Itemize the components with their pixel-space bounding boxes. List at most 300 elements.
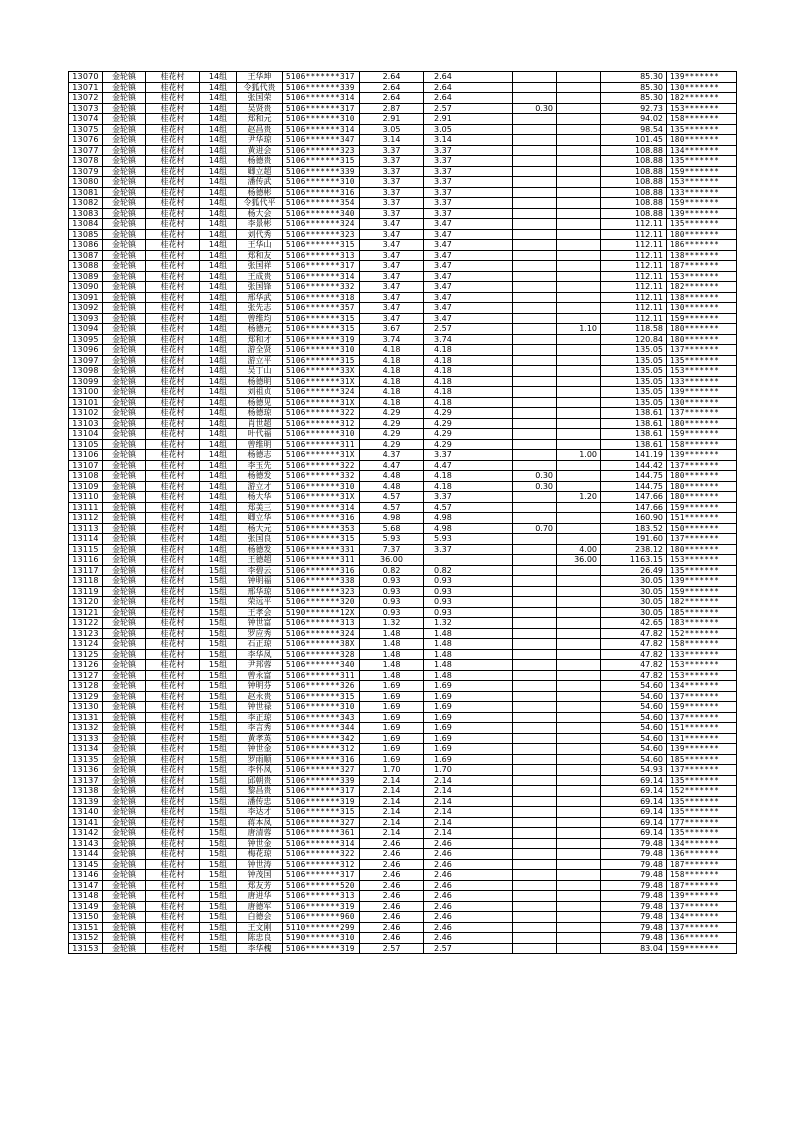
name-cell: 曾维均	[237, 313, 283, 324]
row-number-cell: 13108	[69, 471, 103, 482]
area-total-cell: 1.69	[360, 733, 424, 744]
area-b-cell	[513, 124, 557, 135]
name-cell: 郑和友	[237, 250, 283, 261]
area-a-cell: 0.93	[424, 576, 513, 587]
row-number-cell: 13117	[69, 565, 103, 576]
table-row	[69, 324, 737, 335]
name-cell: 邢华武	[237, 292, 283, 303]
town-cell: 金轮镇	[103, 933, 146, 944]
area-b-cell	[513, 261, 557, 272]
amount-cell: 98.54	[601, 124, 667, 135]
amount-cell: 85.30	[601, 82, 667, 93]
name-cell: 白德会	[237, 912, 283, 923]
row-number-cell: 13106	[69, 450, 103, 461]
area-c-cell	[557, 859, 601, 870]
area-a-cell: 2.57	[424, 324, 513, 335]
area-b-cell	[513, 355, 557, 366]
village-cell: 桂花村	[146, 103, 200, 114]
town-cell: 金轮镇	[103, 93, 146, 104]
row-number-cell: 13084	[69, 219, 103, 230]
area-c-cell	[557, 807, 601, 818]
area-total-cell: 4.98	[360, 513, 424, 524]
amount-cell: 144.42	[601, 460, 667, 471]
row-number-cell: 13094	[69, 324, 103, 335]
phone-cell: 153*******	[667, 670, 737, 681]
group-cell: 15组	[200, 744, 237, 755]
group-cell: 14组	[200, 93, 237, 104]
area-b-cell: 0.70	[513, 523, 557, 534]
phone-cell: 139*******	[667, 208, 737, 219]
area-total-cell: 3.47	[360, 292, 424, 303]
area-c-cell	[557, 282, 601, 293]
town-cell: 金轮镇	[103, 187, 146, 198]
table-row	[69, 565, 737, 576]
phone-cell: 159*******	[667, 943, 737, 954]
amount-cell: 69.14	[601, 807, 667, 818]
area-a-cell: 3.47	[424, 261, 513, 272]
area-c-cell	[557, 366, 601, 377]
phone-cell: 187*******	[667, 261, 737, 272]
phone-cell: 153*******	[667, 271, 737, 282]
name-cell: 杨德琼	[237, 408, 283, 419]
row-number-cell: 13149	[69, 901, 103, 912]
id-number-cell: 5106*******315	[283, 355, 360, 366]
area-b-cell	[513, 219, 557, 230]
group-cell: 14组	[200, 502, 237, 513]
area-b-cell	[513, 303, 557, 314]
group-cell: 15组	[200, 933, 237, 944]
area-a-cell: 4.29	[424, 429, 513, 440]
town-cell: 金轮镇	[103, 208, 146, 219]
town-cell: 金轮镇	[103, 859, 146, 870]
area-total-cell: 2.46	[360, 849, 424, 860]
area-b-cell	[513, 418, 557, 429]
area-b-cell	[513, 565, 557, 576]
village-cell: 桂花村	[146, 649, 200, 660]
group-cell: 14组	[200, 187, 237, 198]
area-b-cell	[513, 712, 557, 723]
village-cell: 桂花村	[146, 880, 200, 891]
area-total-cell: 1.69	[360, 691, 424, 702]
group-cell: 15组	[200, 796, 237, 807]
area-total-cell: 3.05	[360, 124, 424, 135]
area-b-cell	[513, 807, 557, 818]
town-cell: 金轮镇	[103, 555, 146, 566]
village-cell: 桂花村	[146, 660, 200, 671]
id-number-cell: 5106*******347	[283, 135, 360, 146]
phone-cell: 137*******	[667, 765, 737, 776]
phone-cell: 135*******	[667, 796, 737, 807]
area-a-cell: 2.46	[424, 849, 513, 860]
table-row	[69, 513, 737, 524]
area-c-cell	[557, 219, 601, 230]
town-cell: 金轮镇	[103, 733, 146, 744]
name-cell: 黄孝英	[237, 733, 283, 744]
amount-cell: 54.60	[601, 733, 667, 744]
table-row	[69, 796, 737, 807]
name-cell: 肖世超	[237, 418, 283, 429]
phone-cell: 139*******	[667, 576, 737, 587]
name-cell: 李华凤	[237, 649, 283, 660]
table-row	[69, 586, 737, 597]
village-cell: 桂花村	[146, 502, 200, 513]
area-a-cell: 3.47	[424, 313, 513, 324]
area-a-cell: 4.18	[424, 387, 513, 398]
group-cell: 14组	[200, 513, 237, 524]
amount-cell: 112.11	[601, 303, 667, 314]
area-c-cell	[557, 271, 601, 282]
row-number-cell: 13083	[69, 208, 103, 219]
name-cell: 杨大元	[237, 523, 283, 534]
town-cell: 金轮镇	[103, 82, 146, 93]
group-cell: 15组	[200, 838, 237, 849]
amount-cell: 112.11	[601, 271, 667, 282]
village-cell: 桂花村	[146, 93, 200, 104]
area-total-cell: 4.29	[360, 439, 424, 450]
amount-cell: 118.58	[601, 324, 667, 335]
amount-cell: 30.05	[601, 607, 667, 618]
phone-cell: 177*******	[667, 817, 737, 828]
village-cell: 桂花村	[146, 450, 200, 461]
table-row	[69, 681, 737, 692]
id-number-cell: 5106*******33X	[283, 366, 360, 377]
area-c-cell	[557, 849, 601, 860]
phone-cell: 158*******	[667, 114, 737, 125]
village-cell: 桂花村	[146, 397, 200, 408]
id-number-cell: 5106*******319	[283, 796, 360, 807]
row-number-cell: 13074	[69, 114, 103, 125]
phone-cell: 152*******	[667, 786, 737, 797]
area-b-cell	[513, 429, 557, 440]
table-row	[69, 702, 737, 713]
row-number-cell: 13110	[69, 492, 103, 503]
area-c-cell	[557, 754, 601, 765]
town-cell: 金轮镇	[103, 765, 146, 776]
table-row	[69, 145, 737, 156]
table-row	[69, 943, 737, 954]
phone-cell: 131*******	[667, 733, 737, 744]
group-cell: 15组	[200, 628, 237, 639]
village-cell: 桂花村	[146, 429, 200, 440]
town-cell: 金轮镇	[103, 376, 146, 387]
area-b-cell	[513, 817, 557, 828]
area-total-cell: 1.69	[360, 723, 424, 734]
group-cell: 14组	[200, 114, 237, 125]
area-c-cell	[557, 240, 601, 251]
id-number-cell: 5106*******315	[283, 807, 360, 818]
area-b-cell	[513, 702, 557, 713]
row-number-cell: 13146	[69, 870, 103, 881]
area-a-cell: 3.47	[424, 303, 513, 314]
area-a-cell: 3.47	[424, 282, 513, 293]
area-a-cell: 3.37	[424, 208, 513, 219]
subsidy-table	[68, 71, 737, 954]
name-cell: 王华坤	[237, 72, 283, 83]
row-number-cell: 13150	[69, 912, 103, 923]
table-row	[69, 765, 737, 776]
area-c-cell	[557, 712, 601, 723]
town-cell: 金轮镇	[103, 198, 146, 209]
area-c-cell	[557, 156, 601, 167]
area-c-cell	[557, 901, 601, 912]
table-row	[69, 754, 737, 765]
area-b-cell	[513, 733, 557, 744]
id-number-cell: 5106*******31X	[283, 450, 360, 461]
name-cell: 张国祥	[237, 261, 283, 272]
area-b-cell	[513, 145, 557, 156]
area-b-cell	[513, 922, 557, 933]
area-total-cell: 4.18	[360, 345, 424, 356]
table-row	[69, 912, 737, 923]
village-cell: 桂花村	[146, 796, 200, 807]
row-number-cell: 13130	[69, 702, 103, 713]
group-cell: 15组	[200, 754, 237, 765]
area-c-cell	[557, 702, 601, 713]
id-number-cell: 5106*******322	[283, 408, 360, 419]
id-number-cell: 5106*******317	[283, 72, 360, 83]
area-c-cell: 36.00	[557, 555, 601, 566]
id-number-cell: 5106*******343	[283, 712, 360, 723]
area-total-cell: 1.70	[360, 765, 424, 776]
town-cell: 金轮镇	[103, 513, 146, 524]
town-cell: 金轮镇	[103, 901, 146, 912]
phone-cell: 159*******	[667, 586, 737, 597]
phone-cell: 134*******	[667, 681, 737, 692]
area-c-cell	[557, 93, 601, 104]
area-a-cell: 1.48	[424, 649, 513, 660]
village-cell: 桂花村	[146, 702, 200, 713]
area-total-cell: 4.18	[360, 387, 424, 398]
area-total-cell: 3.47	[360, 303, 424, 314]
town-cell: 金轮镇	[103, 72, 146, 83]
table-row	[69, 712, 737, 723]
town-cell: 金轮镇	[103, 691, 146, 702]
group-cell: 15组	[200, 649, 237, 660]
phone-cell: 137*******	[667, 901, 737, 912]
area-total-cell: 2.64	[360, 82, 424, 93]
town-cell: 金轮镇	[103, 775, 146, 786]
group-cell: 15组	[200, 670, 237, 681]
area-total-cell: 2.46	[360, 912, 424, 923]
area-b-cell	[513, 744, 557, 755]
amount-cell: 108.88	[601, 177, 667, 188]
area-b-cell: 0.30	[513, 103, 557, 114]
phone-cell: 159*******	[667, 166, 737, 177]
area-total-cell: 0.93	[360, 607, 424, 618]
town-cell: 金轮镇	[103, 492, 146, 503]
id-number-cell: 5106*******318	[283, 292, 360, 303]
amount-cell: 108.88	[601, 166, 667, 177]
town-cell: 金轮镇	[103, 891, 146, 902]
table-row	[69, 439, 737, 450]
amount-cell: 54.60	[601, 754, 667, 765]
village-cell: 桂花村	[146, 460, 200, 471]
row-number-cell: 13144	[69, 849, 103, 860]
area-total-cell: 4.29	[360, 429, 424, 440]
table-row	[69, 828, 737, 839]
name-cell: 杨德贵	[237, 156, 283, 167]
area-total-cell: 3.37	[360, 145, 424, 156]
table-row	[69, 618, 737, 629]
name-cell: 杨大会	[237, 208, 283, 219]
amount-cell: 79.48	[601, 849, 667, 860]
area-c-cell	[557, 943, 601, 954]
village-cell: 桂花村	[146, 219, 200, 230]
area-total-cell: 4.18	[360, 366, 424, 377]
name-cell: 杨德发	[237, 544, 283, 555]
area-c-cell: 4.00	[557, 544, 601, 555]
town-cell: 金轮镇	[103, 628, 146, 639]
village-cell: 桂花村	[146, 775, 200, 786]
village-cell: 桂花村	[146, 691, 200, 702]
area-a-cell	[424, 555, 513, 566]
town-cell: 金轮镇	[103, 471, 146, 482]
amount-cell: 85.30	[601, 93, 667, 104]
table-row	[69, 303, 737, 314]
area-b-cell	[513, 786, 557, 797]
area-total-cell: 2.14	[360, 796, 424, 807]
name-cell: 唐德军	[237, 901, 283, 912]
area-total-cell: 1.32	[360, 618, 424, 629]
amount-cell: 160.90	[601, 513, 667, 524]
village-cell: 桂花村	[146, 439, 200, 450]
row-number-cell: 13079	[69, 166, 103, 177]
name-cell: 李碧云	[237, 565, 283, 576]
amount-cell: 108.88	[601, 208, 667, 219]
id-number-cell: 5106*******314	[283, 93, 360, 104]
area-a-cell: 4.57	[424, 502, 513, 513]
area-b-cell	[513, 943, 557, 954]
group-cell: 14组	[200, 198, 237, 209]
area-a-cell: 2.14	[424, 786, 513, 797]
amount-cell: 112.11	[601, 250, 667, 261]
village-cell: 桂花村	[146, 922, 200, 933]
area-a-cell: 1.69	[424, 723, 513, 734]
village-cell: 桂花村	[146, 565, 200, 576]
town-cell: 金轮镇	[103, 849, 146, 860]
area-b-cell	[513, 880, 557, 891]
area-c-cell	[557, 786, 601, 797]
area-c-cell	[557, 124, 601, 135]
table-row	[69, 103, 737, 114]
village-cell: 桂花村	[146, 345, 200, 356]
area-a-cell: 4.98	[424, 523, 513, 534]
area-b-cell	[513, 660, 557, 671]
village-cell: 桂花村	[146, 198, 200, 209]
town-cell: 金轮镇	[103, 387, 146, 398]
group-cell: 15组	[200, 870, 237, 881]
group-cell: 15组	[200, 943, 237, 954]
area-b-cell	[513, 838, 557, 849]
phone-cell: 133*******	[667, 187, 737, 198]
table-row	[69, 408, 737, 419]
phone-cell: 153*******	[667, 555, 737, 566]
amount-cell: 79.48	[601, 880, 667, 891]
amount-cell: 54.93	[601, 765, 667, 776]
area-b-cell	[513, 670, 557, 681]
phone-cell: 135*******	[667, 156, 737, 167]
town-cell: 金轮镇	[103, 544, 146, 555]
area-c-cell	[557, 250, 601, 261]
area-b-cell	[513, 534, 557, 545]
town-cell: 金轮镇	[103, 660, 146, 671]
table-row	[69, 166, 737, 177]
area-total-cell: 4.29	[360, 408, 424, 419]
area-c-cell	[557, 649, 601, 660]
id-number-cell: 5106*******327	[283, 765, 360, 776]
group-cell: 15组	[200, 639, 237, 650]
phone-cell: 137*******	[667, 922, 737, 933]
name-cell: 杨德志	[237, 450, 283, 461]
row-number-cell: 13088	[69, 261, 103, 272]
village-cell: 桂花村	[146, 166, 200, 177]
group-cell: 14组	[200, 166, 237, 177]
amount-cell: 94.02	[601, 114, 667, 125]
group-cell: 15组	[200, 597, 237, 608]
area-c-cell	[557, 82, 601, 93]
area-b-cell	[513, 72, 557, 83]
id-number-cell: 5106*******340	[283, 208, 360, 219]
town-cell: 金轮镇	[103, 313, 146, 324]
village-cell: 桂花村	[146, 271, 200, 282]
row-number-cell: 13086	[69, 240, 103, 251]
area-b-cell	[513, 376, 557, 387]
row-number-cell: 13073	[69, 103, 103, 114]
village-cell: 桂花村	[146, 229, 200, 240]
name-cell: 游全贤	[237, 345, 283, 356]
table-row	[69, 775, 737, 786]
id-number-cell: 5106*******319	[283, 901, 360, 912]
village-cell: 桂花村	[146, 628, 200, 639]
area-b-cell	[513, 649, 557, 660]
phone-cell: 134*******	[667, 912, 737, 923]
village-cell: 桂花村	[146, 943, 200, 954]
row-number-cell: 13142	[69, 828, 103, 839]
row-number-cell: 13100	[69, 387, 103, 398]
amount-cell: 138.61	[601, 408, 667, 419]
town-cell: 金轮镇	[103, 712, 146, 723]
amount-cell: 112.11	[601, 240, 667, 251]
town-cell: 金轮镇	[103, 597, 146, 608]
town-cell: 金轮镇	[103, 922, 146, 933]
amount-cell: 112.11	[601, 313, 667, 324]
row-number-cell: 13134	[69, 744, 103, 755]
village-cell: 桂花村	[146, 177, 200, 188]
name-cell: 郑和才	[237, 334, 283, 345]
phone-cell: 139*******	[667, 72, 737, 83]
name-cell: 游立平	[237, 355, 283, 366]
village-cell: 桂花村	[146, 114, 200, 125]
name-cell: 郑友芳	[237, 880, 283, 891]
area-b-cell	[513, 229, 557, 240]
id-number-cell: 5106*******310	[283, 345, 360, 356]
id-number-cell: 5106*******323	[283, 229, 360, 240]
table-row	[69, 187, 737, 198]
town-cell: 金轮镇	[103, 912, 146, 923]
amount-cell: 144.75	[601, 471, 667, 482]
group-cell: 15组	[200, 586, 237, 597]
id-number-cell: 5106*******312	[283, 418, 360, 429]
area-c-cell	[557, 922, 601, 933]
table-row	[69, 450, 737, 461]
area-total-cell: 3.67	[360, 324, 424, 335]
id-number-cell: 5190*******12X	[283, 607, 360, 618]
group-cell: 14组	[200, 124, 237, 135]
area-total-cell: 2.14	[360, 828, 424, 839]
area-total-cell: 3.37	[360, 177, 424, 188]
amount-cell: 83.04	[601, 943, 667, 954]
area-total-cell: 3.14	[360, 135, 424, 146]
